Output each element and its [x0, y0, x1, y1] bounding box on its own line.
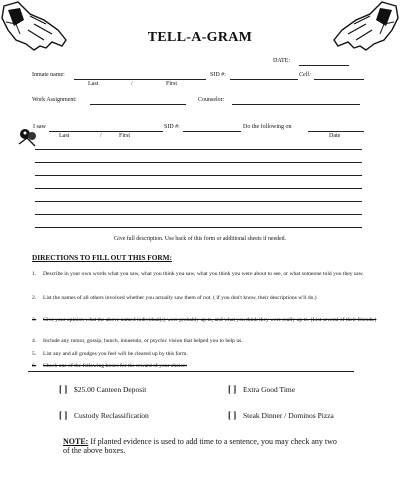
cell-field[interactable] [314, 79, 364, 80]
reward-label-good-time: Extra Good Time [243, 385, 296, 394]
last-label: Last [88, 81, 99, 87]
cell-label: Cell: [299, 72, 311, 78]
work-assignment-field[interactable] [90, 104, 186, 105]
divider [28, 371, 354, 372]
description-line[interactable] [35, 149, 362, 150]
counselor-field[interactable] [232, 104, 360, 105]
reward-label-custody: Custody Reclassification [74, 411, 149, 420]
do-following-label: Do the following on [243, 124, 292, 130]
inmate-name-field[interactable] [74, 79, 206, 80]
slash-separator: / [131, 81, 133, 87]
inmate-name-label: Inmate name: [32, 72, 65, 78]
form-title: TELL-A-GRAM [147, 30, 253, 45]
first2-label: First [119, 133, 131, 139]
last2-label: Last [59, 133, 70, 139]
directions-title: DIRECTIONS TO FILL OUT THIS FORM: [32, 253, 172, 262]
description-line[interactable] [35, 175, 362, 176]
reward-checkbox[interactable]: [ ] [59, 410, 68, 420]
reward-label-canteen: $25.00 Canteen Deposit [74, 385, 147, 394]
counselor-label: Counselor: [198, 97, 225, 103]
description-note: Give full description. Use back of this form or additional sheets if needed. [114, 236, 286, 242]
note-block [63, 437, 343, 455]
first-label: First [166, 81, 178, 87]
description-line[interactable] [35, 227, 362, 228]
description-line[interactable] [35, 188, 362, 189]
sid2-field[interactable] [183, 131, 241, 132]
description-line[interactable] [35, 214, 362, 215]
note-label: NOTE: [63, 437, 89, 446]
note-text: If planted evidence is used to add time to a sentence, you may check any two of the above boxes. [63, 437, 337, 455]
reward-label-steak: Steak Dinner / Dominos Pizza [243, 411, 334, 420]
reward-checkbox[interactable]: [ ] [228, 384, 237, 394]
slash2-separator: / [100, 133, 102, 139]
description-line[interactable] [35, 162, 362, 163]
saw-label: I saw [33, 124, 46, 130]
date-label: DATE: [273, 58, 290, 64]
sid-field[interactable] [230, 79, 298, 80]
reward-checkbox[interactable]: [ ] [228, 410, 237, 420]
sid2-label: SID #: [164, 124, 180, 130]
description-line[interactable] [35, 201, 362, 202]
work-assignment-label: Work Assignment: [32, 97, 77, 103]
saw-name-field[interactable] [49, 131, 163, 132]
saw-date-field[interactable] [308, 131, 364, 132]
sid-label: SID #: [210, 72, 226, 78]
date2-label: Date [329, 133, 341, 139]
date-field[interactable] [299, 65, 349, 66]
reward-checkbox[interactable]: [ ] [59, 384, 68, 394]
